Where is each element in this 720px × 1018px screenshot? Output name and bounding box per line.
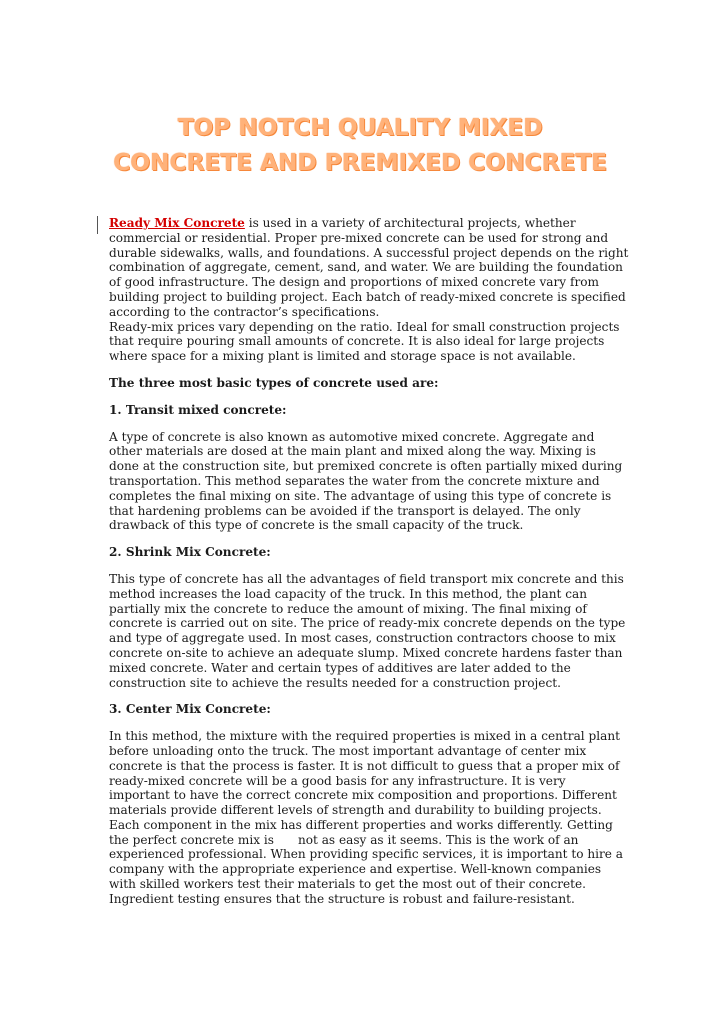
section-2-heading: 2. Shrink Mix Concrete:	[109, 545, 271, 560]
page-title-line-1: TOP NOTCH QUALITY MIXED	[177, 113, 543, 141]
page-title-line-2: CONCRETE AND PREMIXED CONCRETE	[113, 148, 607, 176]
intro-paragraph	[109, 216, 629, 320]
section-3-body-part-b: not as easy as it seems. This is the work of an experienced professional. When providing specific services, it is important to hire a company with the appropriate experience and expertise. Well-known companies with skilled workers test their materials to get the most out of their concrete. Ingredient testing ensures that the structure is robust and failure-resistant.	[109, 832, 623, 906]
section-3-body	[109, 729, 629, 907]
section-2-body: This type of concrete has all the advantages of field transport mix concrete and this method increases the load capacity of the truck. In this method, the plant can partially mix the concrete to reduce the amount of mixing. The final mixing of concrete is carried out on site. The price of ready-mix concrete depends on the type and type of aggregate used. In most cases, construction contractors choose to mix concrete on-site to achieve an adequate slump. Mixed concrete hardens faster than mixed concrete. Water and certain types of additives are later added to the construction site to achieve the results needed for a construction project.	[109, 571, 626, 690]
section-1-heading: 1. Transit mixed concrete:	[109, 402, 287, 417]
types-heading: The three most basic types of concrete used are:	[109, 375, 439, 390]
ready-mix-concrete-link[interactable]: Ready Mix Concrete	[109, 216, 245, 230]
article-body	[109, 216, 629, 907]
section-1-body: A type of concrete is also known as automotive mixed concrete. Aggregate and other materials are dosed at the main plant and mixed along the way. Mixing is done at the construction site, but premixed concrete is often partially mixed during transportation. This method separates the water from the concrete mixture and completes the final mixing on site. The advantage of using this type of concrete is that hardening problems can be avoided if the transport is delayed. The only drawback of this type of concrete is the small capacity of the truck.	[109, 429, 623, 533]
text-cursor-marker	[97, 216, 98, 234]
intro-paragraph-text: is used in a variety of architectural projects, whether commercial or residential. Proper pre-mixed concrete can be used for strong and durable sidewalks, walls, and foundations. A successful project depends on the right combination of aggregate, cement, sand, and water. We are building the foundation of good infrastructure. The design and proportions of mixed concrete vary from building project to building project. Each batch of ready-mixed concrete is specified according to the contractor’s specifications.	[109, 216, 629, 319]
intro-paragraph-2: Ready-mix prices vary depending on the ratio. Ideal for small construction projects that require pouring small amounts of concrete. It is also ideal for large projects where space for a mixing plant is limited and storage space is not available.	[109, 319, 620, 364]
page-title	[60, 110, 660, 180]
section-3-body-part-a: In this method, the mixture with the required properties is mixed in a central plant before unloading onto the truck. The most important advantage of center mix concrete is that the process is faster. It is not difficult to guess that a proper mix of ready-mixed concrete will be a good basis for any infrastructure. It is very important to have the correct concrete mix composition and proportions. Different materials provide different levels of strength and durability to building projects. Each component in the mix has different properties and works differently. Getting the perfect concrete mix is	[109, 729, 620, 847]
section-3-heading: 3. Center Mix Concrete:	[109, 702, 271, 717]
